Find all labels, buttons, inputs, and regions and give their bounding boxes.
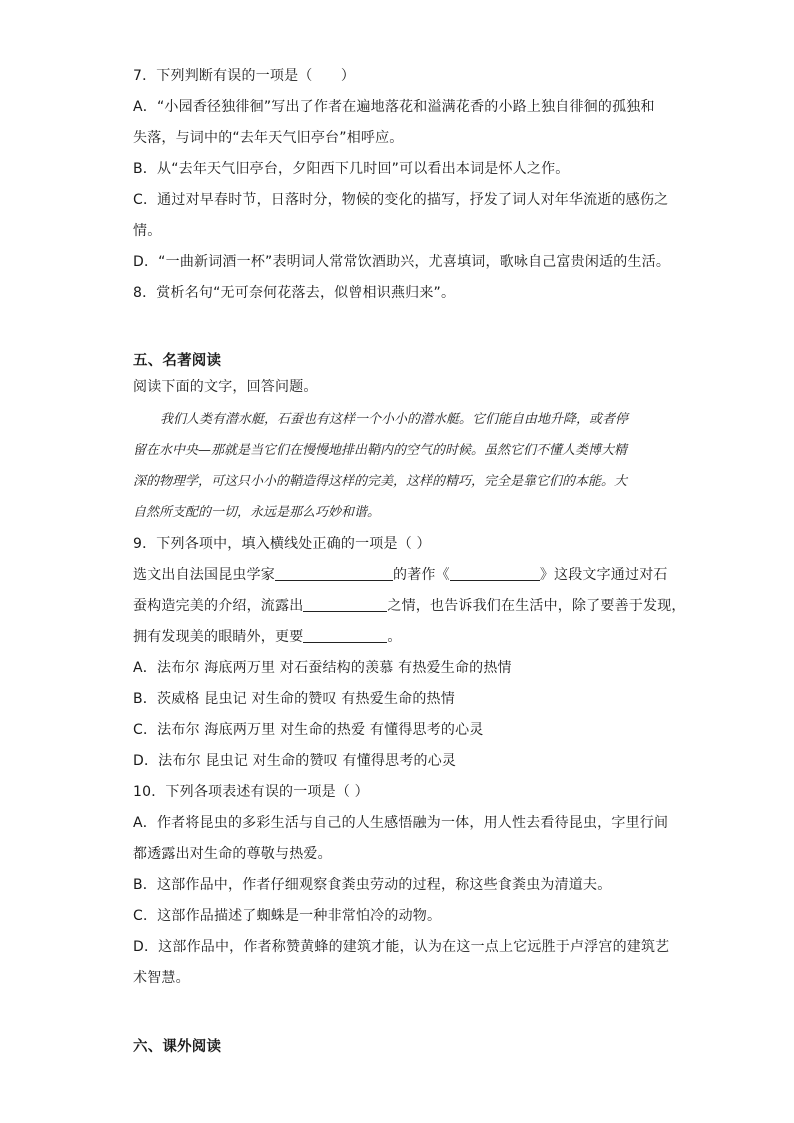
q7-option-c-line2: 情。 [133,223,162,239]
q7-option-c-line1: C．通过对早春时节，日落时分，物候的变化的描写，抒发了词人对年华流逝的感伤之 [133,192,669,208]
q9-blank-scientist [275,566,393,581]
q7-option-b: B．从“去年天气旧亭台，夕阳西下几时回”可以看出本词是怀人之作。 [133,161,570,177]
q7-option-a-line1: A．“小园香径独徘徊”写出了作者在遍地落花和溢满花香的小路上独自徘徊的孤独和 [133,99,655,115]
q10-option-b: B．这部作品中，作者仔细观察食粪虫劳动的过程，称这些食粪虫为清道夫。 [133,877,612,893]
q10-option-c: C．这部作品描述了蜘蛛是一种非常怕冷的动物。 [133,908,442,924]
q7-option-d: D．“一曲新词酒一杯”表明词人常常饮酒助兴，尤喜填词，歌咏自己富贵闲适的生活。 [133,254,671,270]
q7-stem: 7．下列判断有误的一项是（ ） [133,68,356,84]
q10-option-a-line2: 都透露出对生命的尊敬与热爱。 [133,846,332,862]
q10-option-d-line2: 术智慧。 [133,970,190,986]
section6-heading: 六、课外阅读 [133,1039,222,1055]
q7-option-a-line2: 失落，与词中的“去年天气旧亭台”相呼应。 [133,130,404,146]
q8-stem: 8．赏析名句“无可奈何花落去，似曾相识燕归来”。 [133,285,456,301]
q9-fill-line2 [133,597,686,615]
q10-option-d-line1: D．这部作品中，作者称赞黄蜂的建筑才能，认为在这一点上它远胜于卢浮宫的建筑艺 [133,939,670,955]
q10-option-a-line1: A．作者将昆虫的多彩生活与自己的人生感悟融为一体，用人性去看待昆虫，字里行间 [133,815,669,831]
q9-fill-line1 [133,566,668,584]
section5-instruction: 阅读下面的文字，回答问题。 [133,379,318,395]
q9-option-c: C．法布尔 海底两万里 对生命的热爱 有懂得思考的心灵 [133,722,484,738]
passage-line2: 留在水中央—那就是当它们在慢慢地排出鞘内的空气的时候。虽然它们不懂人类博大精 [133,443,628,458]
q10-stem: 10．下列各项表述有误的一项是（ ） [133,784,369,800]
q9-blank-work [450,566,540,581]
q9-fill-text2: 的著作《 [393,567,450,583]
q9-fill-text3: 》这段文字通过对石 [539,567,668,583]
q9-stem: 9．下列各项中，填入横线处正确的一项是（ ） [133,536,431,552]
q9-fill-text1: 选文出自法国昆虫学家 [133,567,275,583]
q9-fill-text4: 蚕构造完美的介绍，流露出 [133,598,304,614]
q9-option-b: B．茨威格 昆虫记 对生命的赞叹 有热爱生命的热情 [133,691,455,707]
q9-fill-text5: 之情，也告诉我们在生活中，除了要善于发现， [387,598,686,614]
passage-line1: 我们人类有潜水艇，石蚕也有这样一个小小的潜水艇。它们能自由地升降，或者停 [160,412,629,427]
q9-option-d: D．法布尔 昆虫记 对生命的赞叹 有懂得思考的心灵 [133,753,457,769]
q9-fill-text7: 。 [387,629,402,645]
q9-blank-emotion [303,597,387,612]
passage-line3: 深的物理学，可这只小小的鞘造得这样的完美，这样的精巧，完全是靠它们的本能。大 [133,474,628,489]
passage-line4: 自然所支配的一切，永远是那么巧妙和谐。 [133,505,381,520]
q9-fill-text6: 拥有发现美的眼睛外，更要 [133,629,304,645]
q9-fill-line3 [133,628,402,646]
q9-option-a: A．法布尔 海底两万里 对石蚕结构的羡慕 有热爱生命的热情 [133,660,512,676]
q9-blank-quality [303,628,387,643]
section5-heading: 五、名著阅读 [133,353,222,369]
